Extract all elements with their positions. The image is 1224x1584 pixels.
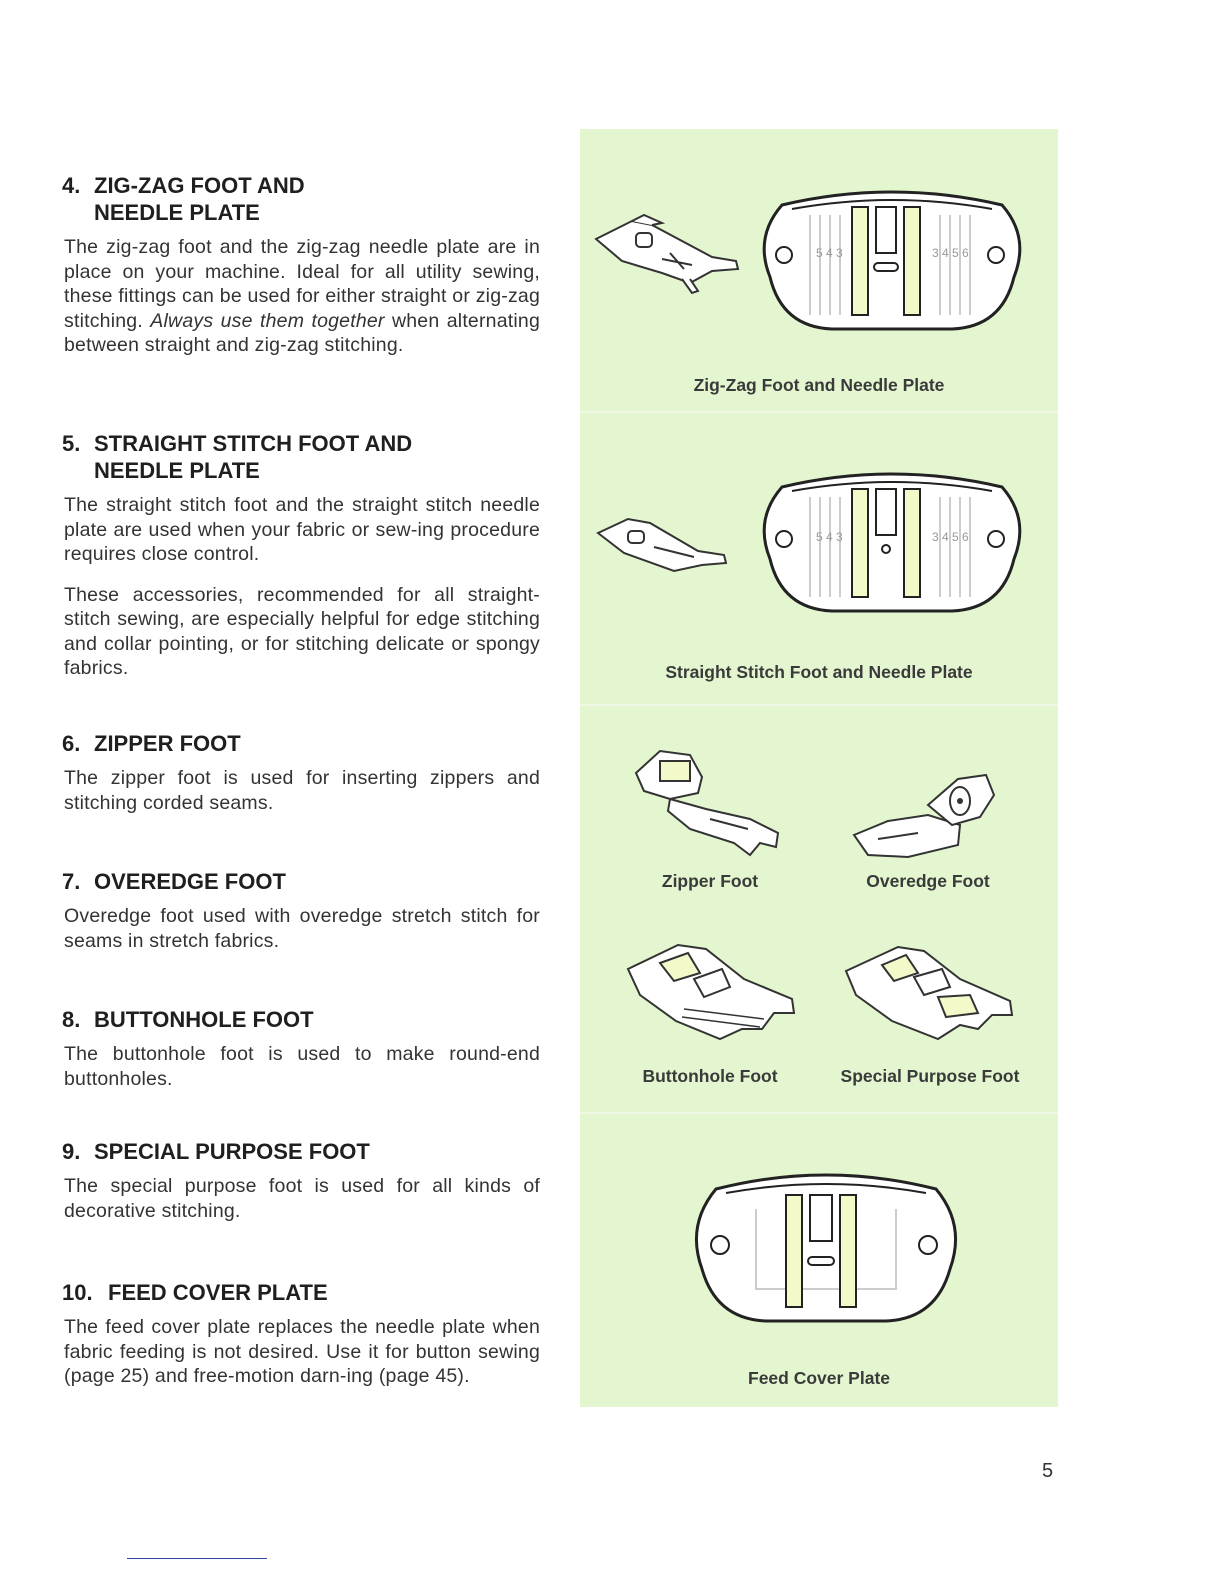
illustration-panel — [580, 129, 1058, 1407]
section-number: 8. — [62, 1007, 81, 1032]
section-title: FEED COVER PLATE — [108, 1280, 328, 1305]
footer-rule — [127, 1558, 267, 1559]
zipper-foot-icon — [630, 743, 790, 863]
section-special-purpose — [62, 1138, 540, 1223]
section-title: SPECIAL PURPOSE FOOT — [94, 1139, 370, 1164]
section-zigzag — [62, 172, 540, 358]
section-title: STRAIGHT STITCH FOOT AND NEEDLE PLATE — [94, 431, 413, 483]
overedge-foot-icon — [848, 765, 998, 865]
section-number: 5. — [62, 431, 81, 456]
caption-buttonhole: Buttonhole Foot — [642, 1066, 778, 1086]
section-paragraph: These accessories, recommended for all straight-stitch sewing, are especially helpful for edge stitching and collar pointing, or for stitching delicate or spongy fabrics. — [64, 583, 540, 679]
buttonhole-foot-icon — [624, 939, 804, 1049]
section-buttonhole — [62, 1006, 540, 1091]
section-title: ZIG-ZAG FOOT AND NEEDLE PLATE — [94, 173, 305, 225]
section-number: 9. — [62, 1139, 81, 1164]
plate-scale-left: 5 4 3 — [816, 246, 843, 260]
section-paragraph: The straight stitch foot and the straight stitch needle plate are used when your fabric or sew-ing procedure requires close control. — [64, 494, 540, 565]
section-paragraph: The feed cover plate replaces the needle plate when fabric feeding is not desired. Use it for button sewing (page 25) and free-motion darn-ing (page 45). — [64, 1316, 540, 1387]
section-heading — [62, 1006, 540, 1033]
section-number: 7. — [62, 869, 81, 894]
section-paragraph: The zipper foot is used for inserting zippers and stitching corded seams. — [64, 767, 540, 814]
caption-zigzag: Zig-Zag Foot and Needle Plate — [693, 375, 945, 395]
zigzag-needle-plate-icon — [752, 187, 1032, 337]
section-heading — [62, 1279, 540, 1306]
plate-scale-left: 5 4 3 — [816, 530, 843, 544]
section-heading — [62, 172, 540, 226]
special-purpose-foot-icon — [842, 939, 1022, 1049]
section-number: 4. — [62, 173, 81, 198]
section-paragraph: The zig-zag foot and the zig-zag needle plate are in place on your machine. Ideal for all utility sewing, these fittings can be used for either straight or zig-zag stitching. Always use them together when alternating between straight and zig-zag stitching. — [64, 236, 540, 356]
plate-scale-right: 3 4 5 6 — [932, 530, 969, 544]
zigzag-foot-icon — [592, 209, 742, 299]
panel-divider — [580, 1112, 1058, 1114]
section-paragraph: The buttonhole foot is used to make round-end buttonholes. — [64, 1043, 540, 1090]
section-heading — [62, 1138, 540, 1165]
caption-overedge: Overedge Foot — [866, 871, 990, 891]
section-heading — [62, 868, 540, 895]
feed-cover-plate-icon — [686, 1169, 966, 1329]
section-straight-stitch — [62, 430, 540, 681]
straight-stitch-foot-icon — [594, 507, 734, 587]
section-feed-cover — [62, 1279, 540, 1389]
section-zipper — [62, 730, 540, 815]
section-title: ZIPPER FOOT — [94, 731, 241, 756]
page-number: 5 — [1042, 1460, 1054, 1482]
section-overedge — [62, 868, 540, 953]
section-title: OVEREDGE FOOT — [94, 869, 286, 894]
panel-divider — [580, 704, 1058, 706]
section-heading — [62, 430, 540, 484]
caption-straight: Straight Stitch Foot and Needle Plate — [665, 662, 973, 682]
straight-needle-plate-icon — [752, 469, 1032, 619]
section-number: 6. — [62, 731, 81, 756]
panel-divider — [580, 411, 1058, 413]
section-paragraph: The special purpose foot is used for all kinds of decorative stitching. — [64, 1175, 540, 1222]
caption-special-purpose: Special Purpose Foot — [840, 1066, 1020, 1086]
section-number: 10. — [62, 1280, 93, 1305]
section-heading — [62, 730, 540, 757]
section-title: BUTTONHOLE FOOT — [94, 1007, 314, 1032]
section-paragraph: Overedge foot used with overedge stretch stitch for seams in stretch fabrics. — [64, 905, 540, 952]
emphasis-text: Always use them together — [150, 309, 385, 332]
caption-feed-cover: Feed Cover Plate — [748, 1368, 890, 1388]
plate-scale-right: 3 4 5 6 — [932, 246, 969, 260]
caption-zipper: Zipper Foot — [661, 871, 759, 891]
